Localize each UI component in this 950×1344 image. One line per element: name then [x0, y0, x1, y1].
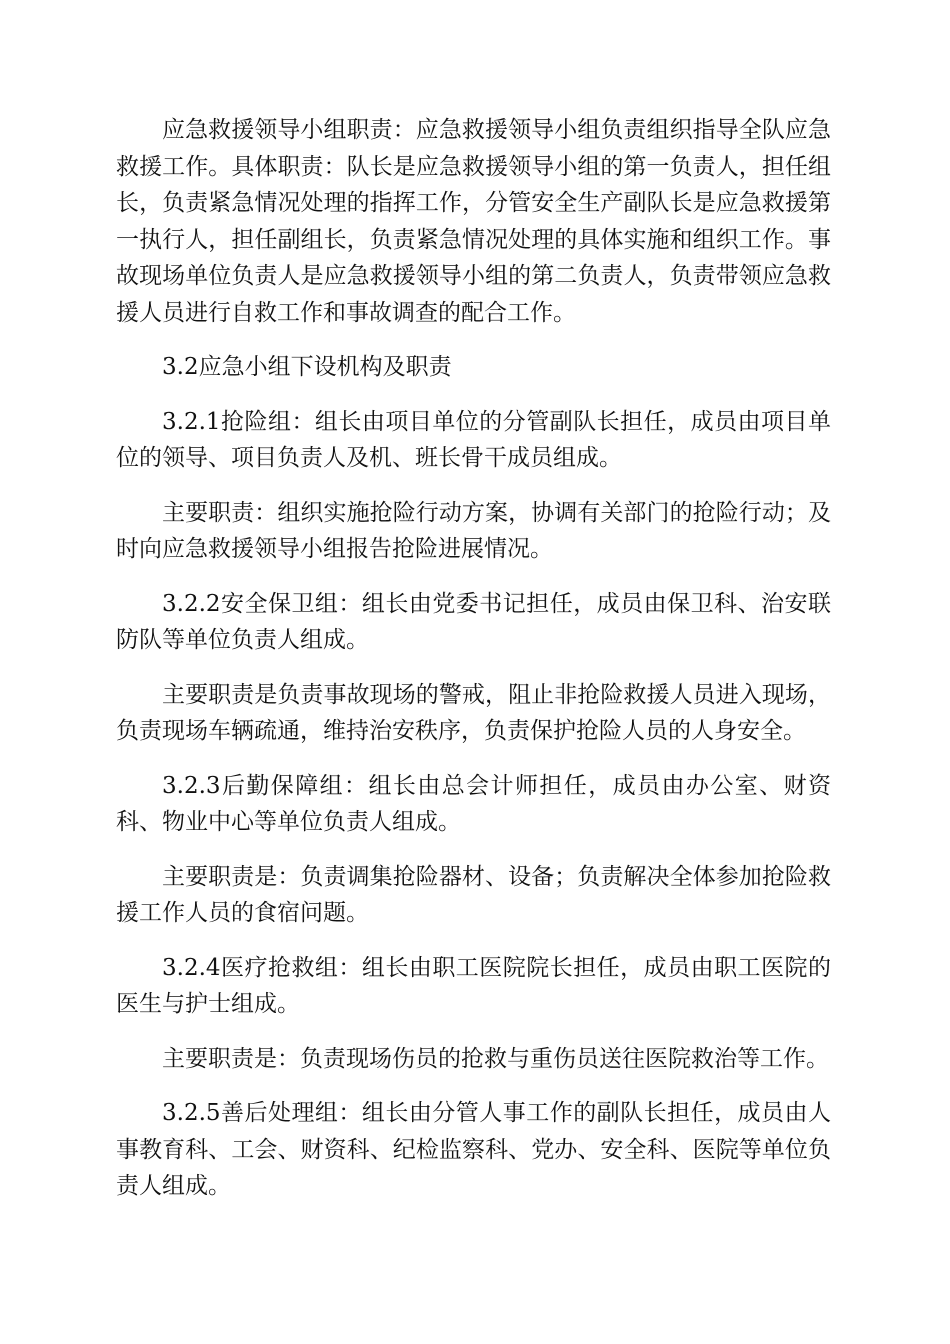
section-heading-3-2: 3.2应急小组下设机构及职责	[162, 354, 452, 380]
paragraph-security-team-duties: 主要职责是负责事故现场的警戒，阻止非抢险救援人员进入现场，负责现场车辆疏通，维持治安秩序，负责保护抢险人员的人身安全。	[116, 681, 831, 744]
document-page	[116, 112, 831, 1223]
paragraph-medical-team: 3.2.4医疗抢救组：组长由职工医院院长担任，成员由职工医院的医生与护士组成。	[116, 954, 831, 1017]
paragraph-aftermath-team: 3.2.5善后处理组：组长由分管人事工作的副队长担任，成员由人事教育科、工会、财资科、纪检监察科、党办、安全科、医院等单位负责人组成。	[116, 1100, 831, 1199]
paragraph-logistics-team-duties: 主要职责是：负责调集抢险器材、设备；负责解决全体参加抢险救援工作人员的食宿问题。	[116, 863, 831, 926]
paragraph-leadership-duties: 应急救援领导小组职责：应急救援领导小组负责组织指导全队应急救援工作。具体职责：队长是应急救援领导小组的第一负责人，担任组长，负责紧急情况处理的指挥工作，分管安全生产副队长是应急救援第一执行人，担任副组长，负责紧急情况处理的具体实施和组织工作。事故现场单位负责人是应急救援领导小组的第二负责人，负责带领应急救援人员进行自救工作和事故调查的配合工作。	[116, 117, 831, 326]
paragraph-rescue-team: 3.2.1抢险组：组长由项目单位的分管副队长担任，成员由项目单位的领导、项目负责人及机、班长骨干成员组成。	[116, 408, 831, 471]
paragraph-rescue-team-duties: 主要职责：组织实施抢险行动方案，协调有关部门的抢险行动；及时向应急救援领导小组报告抢险进展情况。	[116, 499, 831, 562]
paragraph-logistics-team: 3.2.3后勤保障组：组长由总会计师担任，成员由办公室、财资科、物业中心等单位负责人组成。	[116, 772, 831, 835]
paragraph-medical-team-duties: 主要职责是：负责现场伤员的抢救与重伤员送往医院救治等工作。	[162, 1045, 829, 1072]
paragraph-security-team: 3.2.2安全保卫组：组长由党委书记担任，成员由保卫科、治安联防队等单位负责人组成。	[116, 590, 831, 653]
